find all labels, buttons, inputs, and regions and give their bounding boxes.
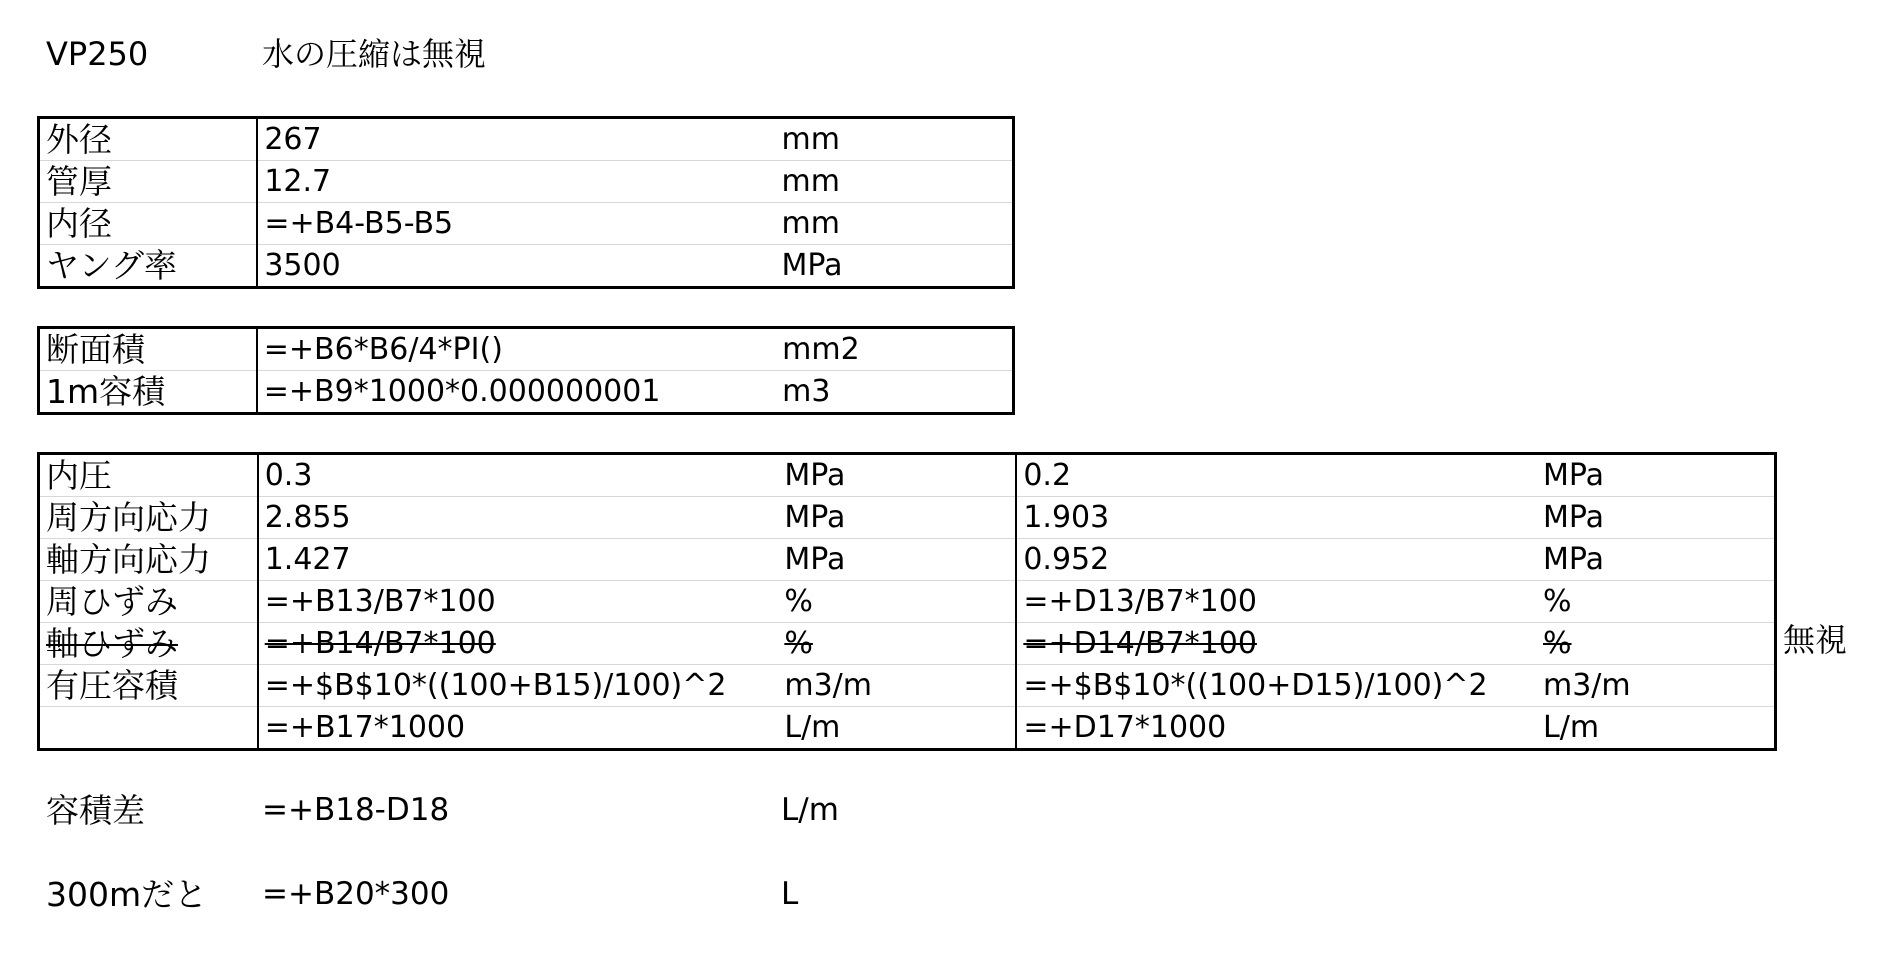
unit-cell-e[interactable]: L/m [1537,707,1776,750]
unit-cell-c[interactable]: MPa [778,454,1016,497]
value-cell-d[interactable]: =+D13/B7*100 [1016,581,1537,623]
cross-section-table [37,326,1015,415]
label-cell[interactable]: 軸方向応力 [39,539,258,581]
value-cell[interactable]: =+B9*1000*0.000000001 [257,371,776,414]
label-cell[interactable]: 断面積 [39,328,257,371]
unit-cell-c[interactable]: m3/m [778,665,1016,707]
value-cell[interactable]: 3500 [257,245,775,288]
value-cell-b[interactable]: =+$B$10*((100+B15)/100)^2 [258,665,779,707]
unit-cell-e[interactable]: m3/m [1537,665,1776,707]
unit-cell-e[interactable]: MPa [1537,497,1776,539]
label-cell[interactable]: 周方向応力 [39,497,258,539]
value-cell[interactable]: 12.7 [257,161,775,203]
table-row [39,497,1776,539]
label-cell[interactable]: 容積差 [46,791,145,830]
label-cell[interactable]: 内径 [39,203,258,245]
table-row [39,454,1776,497]
value-cell[interactable]: =+B20*300 [262,876,450,912]
label-cell[interactable]: 外径 [39,118,258,161]
unit-cell-c[interactable]: L/m [778,707,1016,750]
table-row [39,245,1014,288]
label-cell[interactable] [39,707,258,750]
unit-cell[interactable]: mm2 [782,332,860,367]
label-cell[interactable]: 管厚 [39,161,258,203]
value-cell-d[interactable]: 0.952 [1016,539,1537,581]
label-cell[interactable]: 周ひずみ [39,581,258,623]
value-cell-b[interactable]: =+B14/B7*100 [258,623,779,665]
table-row [39,371,1014,414]
note-cell[interactable]: 水の圧縮は無視 [262,35,487,73]
unit-cell[interactable]: m3 [776,371,1013,414]
table-row [39,581,1776,623]
label-cell[interactable]: 軸ひずみ [39,623,258,665]
table-row [39,707,1776,750]
value-cell[interactable]: =+B18-D18 [262,792,450,828]
value-cell-d[interactable]: 0.2 [1023,458,1072,493]
value-cell[interactable]: =+B4-B5-B5 [257,203,775,245]
value-cell-d[interactable]: =+D17*1000 [1016,707,1537,750]
unit-cell-e[interactable]: % [1537,581,1776,623]
value-cell[interactable]: =+B6*B6/4*PI() [263,332,503,367]
label-cell[interactable]: 内圧 [39,454,258,497]
unit-cell[interactable]: mm [775,203,1013,245]
table-row-strikethrough [39,623,1776,665]
unit-cell-e[interactable]: % [1537,623,1776,665]
unit-cell[interactable]: L [781,876,799,912]
unit-cell-c[interactable]: % [778,581,1016,623]
table-row [39,161,1014,203]
value-cell-b[interactable]: 2.855 [258,497,779,539]
value-cell-b[interactable]: 0.3 [264,458,313,493]
value-cell[interactable]: 267 [264,122,322,157]
label-cell[interactable]: ヤング率 [39,245,258,288]
sheet-name-cell[interactable]: VP250 [46,35,149,73]
unit-cell[interactable]: mm [781,122,840,157]
value-cell-b[interactable]: =+B13/B7*100 [258,581,779,623]
table-row [39,539,1776,581]
pipe-dimensions-table [37,116,1015,289]
unit-cell-e[interactable]: MPa [1537,539,1776,581]
unit-cell-e[interactable]: MPa [1543,458,1605,493]
value-cell-b[interactable]: 1.427 [258,539,779,581]
unit-cell-c[interactable]: MPa [778,497,1016,539]
label-cell[interactable]: 有圧容積 [39,665,258,707]
unit-cell[interactable]: MPa [775,245,1013,288]
unit-cell[interactable]: mm [775,161,1013,203]
pressure-table [37,452,1777,751]
unit-cell[interactable]: L/m [781,792,839,828]
unit-cell-c[interactable]: MPa [778,539,1016,581]
value-cell-d[interactable]: =+$B$10*((100+D15)/100)^2 [1016,665,1537,707]
label-cell[interactable]: 300mだと [46,875,208,914]
table-row [39,203,1014,245]
table-row [39,665,1776,707]
label-cell[interactable]: 1m容積 [39,371,257,414]
table-row [39,328,1014,371]
unit-cell-c[interactable]: % [778,623,1016,665]
table-row [39,118,1014,161]
value-cell-d[interactable]: =+D14/B7*100 [1016,623,1537,665]
value-cell-b[interactable]: =+B17*1000 [258,707,779,750]
value-cell-d[interactable]: 1.903 [1016,497,1537,539]
ignore-note-cell[interactable]: 無視 [1783,621,1848,659]
